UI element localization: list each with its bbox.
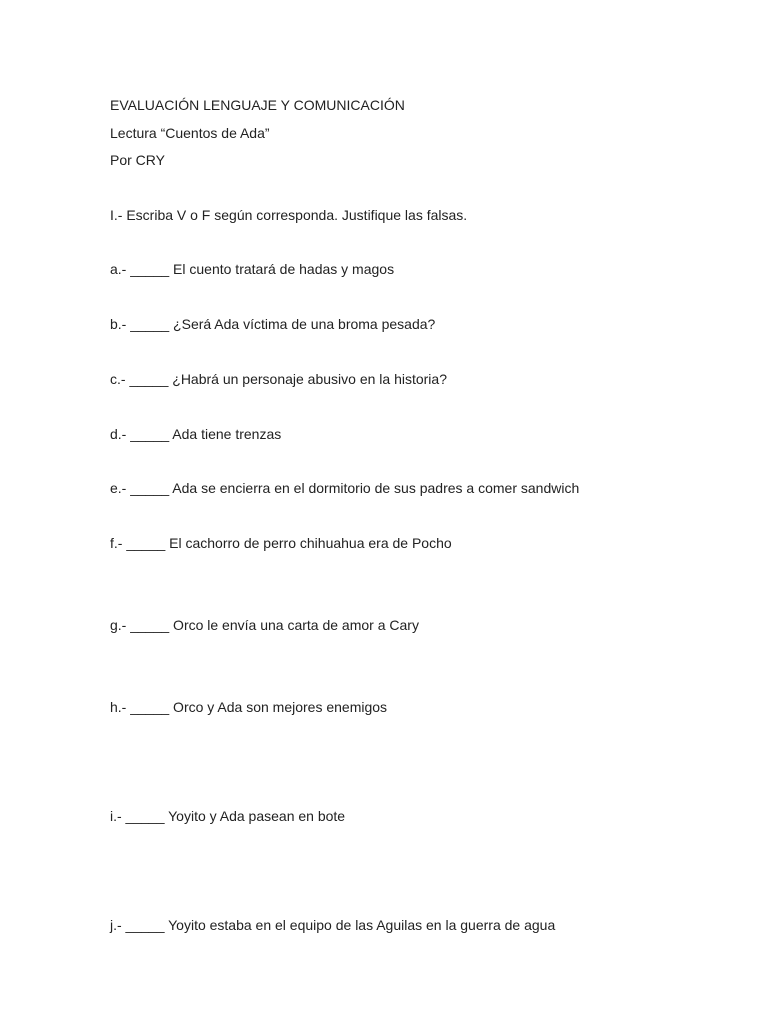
- question-item-e: e.- _____ Ada se encierra en el dormitorio de sus padres a comer sandwich: [110, 480, 580, 496]
- question-item-f: f.- _____ El cachorro de perro chihuahua era de Pocho: [110, 535, 452, 551]
- question-item-i: i.- _____ Yoyito y Ada pasean en bote: [110, 808, 346, 824]
- question-item-g: g.- _____ Orco le envía una carta de amor a Cary: [110, 617, 419, 633]
- question-item-j: j.- _____ Yoyito estaba en el equipo de las Aguilas en la guerra de agua: [110, 917, 556, 933]
- document-title: EVALUACIÓN LENGUAJE Y COMUNICACIÓN: [110, 97, 405, 113]
- document-author: Por CRY: [110, 152, 165, 168]
- question-item-d: d.- _____ Ada tiene trenzas: [110, 426, 282, 442]
- section-instructions: I.- Escriba V o F según corresponda. Justifique las falsas.: [110, 207, 468, 223]
- question-item-c: c.- _____ ¿Habrá un personaje abusivo en la historia?: [110, 371, 447, 387]
- question-item-h: h.- _____ Orco y Ada son mejores enemigos: [110, 699, 388, 715]
- question-item-b: b.- _____ ¿Será Ada víctima de una broma pesada?: [110, 316, 436, 332]
- document-subtitle: Lectura “Cuentos de Ada”: [110, 125, 270, 141]
- question-item-a: a.- _____ El cuento tratará de hadas y magos: [110, 261, 395, 277]
